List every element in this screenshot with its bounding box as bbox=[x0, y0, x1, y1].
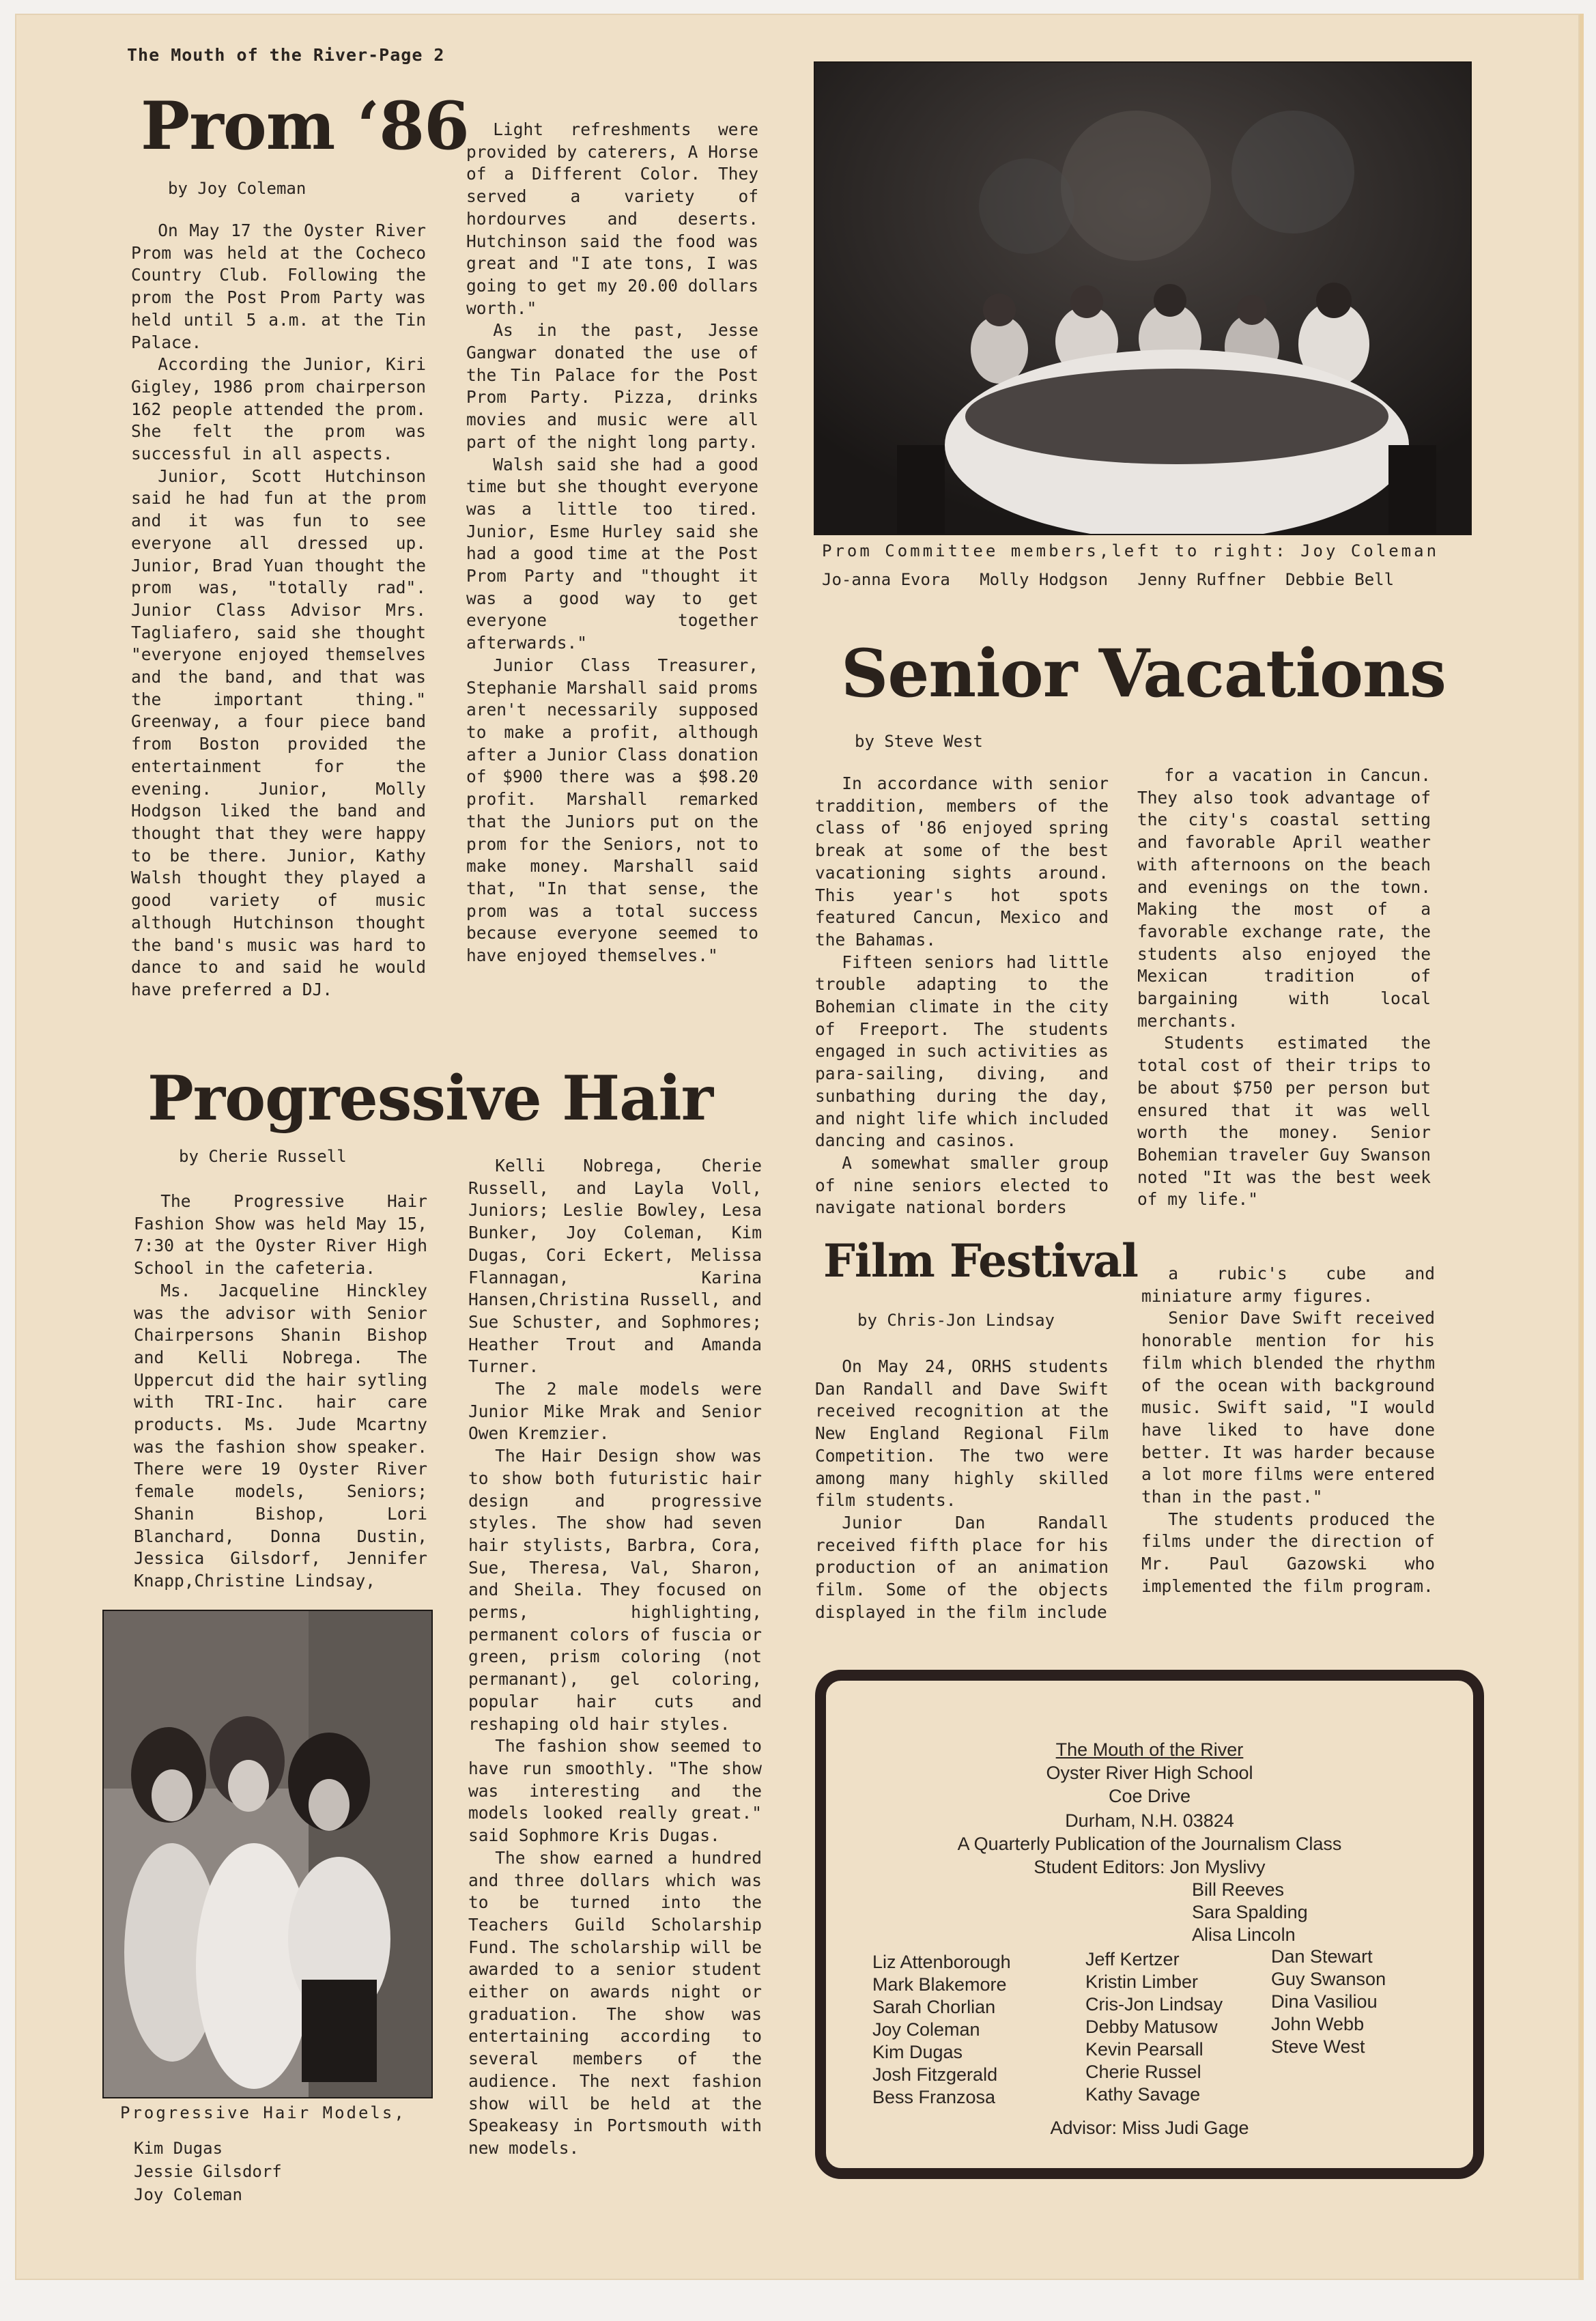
paragraph: Light refreshments were provided by caterers, A Horse of a Different Color. They served a variety of hordourves and deserts. Hutchinson said the food was great and "I ate tons, I was going to get my 20.00 dollars worth." bbox=[466, 119, 758, 318]
masthead-school: Oyster River High School bbox=[1046, 1763, 1253, 1783]
masthead-description: A Quarterly Publication of the Journalism Class bbox=[957, 1834, 1342, 1854]
prom-column-2 bbox=[466, 119, 758, 967]
name-line: Bess Franzosa bbox=[872, 2087, 996, 2107]
name-line: Sara Spalding bbox=[1192, 1902, 1308, 1922]
name-line: Cherie Russel bbox=[1085, 2062, 1201, 2082]
paragraph: Walsh said she had a good time but she thought everyone was a little too tired. Junior, Esme Hurley said she had a good time at the Post Prom Party and "thought it was a good way to get everyone together afterwards." bbox=[466, 454, 758, 653]
paragraph: Senior Dave Swift received honorable mention for his film which blended the rhythm of the ocean with background music. Swift said, "I would have liked to have done better. It was harder because a lot more films were entered than in the past." bbox=[1141, 1308, 1435, 1507]
prom-byline: by Joy Coleman bbox=[168, 179, 307, 198]
prom-headline: Prom ‘86 bbox=[141, 87, 469, 165]
page-header: The Mouth of the River-Page 2 bbox=[127, 45, 445, 65]
paragraph: Kelli Nobrega, Cherie Russell, and Layla Voll, Juniors; Leslie Bowley, Lesa Bunker, Joy Coleman, Kim Dugas, Cori Eckert, Melissa Flannagan, Karina Hansen,Christina Russell, and Sue Schuster, and Sophmores; Heather Trout and Amanda Turner. bbox=[468, 1156, 762, 1377]
paragraph: The students produced the films under the direction of Mr. Paul Gazowski who implemented the film program. bbox=[1141, 1509, 1435, 1596]
name-line: John Webb bbox=[1271, 2014, 1365, 2034]
masthead-street: Coe Drive bbox=[1108, 1786, 1191, 1806]
name-line: Kevin Pearsall bbox=[1085, 2039, 1203, 2060]
name-line: Guy Swanson bbox=[1271, 1969, 1386, 1989]
paragraph: According the Junior, Kiri Gigley, 1986 prom chairperson 162 people attended the prom. She felt the prom was successful in all aspects. bbox=[131, 354, 426, 464]
prom-committee-photo bbox=[814, 61, 1472, 535]
name-line: Cris-Jon Lindsay bbox=[1085, 1994, 1223, 2014]
name-line: Steve West bbox=[1271, 2036, 1365, 2057]
name-line: Dina Vasiliou bbox=[1271, 1991, 1378, 2012]
film-festival-column-1 bbox=[815, 1356, 1109, 1623]
masthead-city: Durham, N.H. 03824 bbox=[1065, 1810, 1234, 1831]
progressive-hair-column-2 bbox=[468, 1155, 762, 2160]
name-line: Mark Blakemore bbox=[872, 1974, 1007, 1995]
name-line: Joy Coleman bbox=[134, 2185, 242, 2204]
progressive-hair-models-photo bbox=[102, 1610, 433, 2098]
senior-vacations-headline: Senior Vacations bbox=[841, 635, 1446, 712]
prom-photo-caption-line2: Jo-anna Evora Molly Hodgson Jenny Ruffner Debbie Bell bbox=[822, 570, 1395, 589]
paragraph: In accordance with senior traddition, members of the class of '86 enjoyed spring break at some of the best vacationing sights around. This year's hot spots featured Cancun, Mexico and the Bahamas. bbox=[815, 773, 1109, 950]
progressive-hair-column-1 bbox=[134, 1191, 427, 1593]
hair-photo-caption-names bbox=[134, 2137, 282, 2206]
film-festival-column-2 bbox=[1141, 1263, 1435, 1598]
masthead-staff-col3 bbox=[1271, 1946, 1386, 2058]
paragraph: The 2 male models were Junior Mike Mrak and Senior Owen Kremzier. bbox=[468, 1379, 762, 1444]
name-line: Sarah Chorlian bbox=[872, 1997, 996, 2017]
prom-photo-image bbox=[815, 63, 1470, 534]
paragraph: Students estimated the total cost of their trips to be about $750 per person but ensured that it was well worth the money. Senior Bohemian traveler Guy Swanson noted "It was the best week of my life." bbox=[1137, 1033, 1431, 1210]
senior-vacations-column-2 bbox=[1137, 765, 1431, 1211]
paragraph: The fashion show seemed to have run smoothly. "The show was interesting and the models looked really great." said Sophmore Kris Dugas. bbox=[468, 1736, 762, 1846]
name-line: Jeff Kertzer bbox=[1085, 1949, 1180, 1969]
paragraph: Junior, Scott Hutchinson said he had fun at the prom and it was fun to see everyone all dressed up. Junior, Brad Yuan thought the prom was, "totally rad". Junior Class Advisor Mrs. Tagliafero, said she thought "everyone enjoyed themselves and the band, and that was the important thing." Greenway, a four piece band from Boston provided the entertainment for the evening. Junior, Molly Hodgson liked the band and thought that they were happy to be there. Junior, Kathy Walsh thought they played a good variety of music although Hutchinson thought the band's music was hard to dance to and said he would have preferred a DJ. bbox=[131, 466, 426, 999]
name-line: Kim Dugas bbox=[134, 2139, 223, 2158]
paragraph: Junior Dan Randall received fifth place for his production of an animation film. Some of the objects displayed in the film include bbox=[815, 1512, 1109, 1622]
paragraph: On May 24, ORHS students Dan Randall and Dave Swift received recognition at the New England Regional Film Competition. The two were among many highly skilled film students. bbox=[815, 1356, 1109, 1511]
paragraph: for a vacation in Cancun. They also took advantage of the city's coastal setting and favorable April weather with afternoons on the beach and evenings on the town. Making the most of a favorable exchange rate, the students also enjoyed the Mexican tradition of bargaining with local merchants. bbox=[1137, 765, 1431, 1031]
name-line: Bill Reeves bbox=[1192, 1879, 1285, 1900]
masthead-editors-more bbox=[1192, 1879, 1308, 1946]
prom-photo-caption-line1: Prom Committee members,left to right: Joy Coleman bbox=[822, 541, 1440, 560]
name-line: Debby Matusow bbox=[1085, 2017, 1218, 2037]
prom-column-1 bbox=[131, 220, 426, 1001]
paragraph: The Progressive Hair Fashion Show was held May 15, 7:30 at the Oyster River High School in the cafeteria. bbox=[134, 1191, 427, 1279]
masthead-title: The Mouth of the River bbox=[1055, 1739, 1244, 1760]
name-line: Liz Attenborough bbox=[872, 1952, 1011, 1972]
masthead-staff-col1 bbox=[872, 1951, 1011, 2109]
hair-photo-image bbox=[104, 1611, 431, 2097]
paragraph: As in the past, Jesse Gangwar donated the use of the Tin Palace for the Post Prom Party. Pizza, drinks movies and music were all part of the night long party. bbox=[466, 320, 758, 452]
film-festival-headline: Film Festival bbox=[823, 1234, 1138, 1287]
name-line: Jessie Gilsdorf bbox=[134, 2162, 282, 2181]
masthead-box bbox=[815, 1670, 1484, 2179]
paragraph: Ms. Jacqueline Hinckley was the advisor with Senior Chairpersons Shanin Bishop and Kelli Nobrega. The Uppercut did the hair sytling with TRI-Inc. hair care products. Ms. Jude Mcartny was the fashion show speaker. There were 19 Oyster River female models, Seniors; Shanin Bishop, Lori Blanchard, Donna Dustin, Jessica Gilsdorf, Jennifer Knapp,Christine Lindsay, bbox=[134, 1280, 427, 1591]
paragraph: The show earned a hundred and three dollars which was to be turned into the Teachers Guild Scholarship Fund. The scholarship will be awarded to a senior student either on awards night or graduation. The show was entertaining according to several members of the audience. The next fashion show will be held at the Speakeasy in Portsmouth with new models. bbox=[468, 1847, 762, 2158]
name-line: Kristin Limber bbox=[1085, 1971, 1199, 1992]
progressive-hair-byline: by Cherie Russell bbox=[179, 1147, 347, 1166]
senior-vacations-byline: by Steve West bbox=[855, 732, 983, 751]
masthead-staff-col2 bbox=[1085, 1948, 1223, 2106]
film-festival-byline: by Chris-Jon Lindsay bbox=[857, 1311, 1055, 1330]
name-line: Dan Stewart bbox=[1271, 1946, 1373, 1967]
paragraph: The Hair Design show was to show both futuristic hair design and progressive styles. The show had seven hair stylists, Barbra, Cora, Sue, Theresa, Val, Sharon, and Sheila. They focused on perms, highlighting, permanent colors of fuscia or green, prism coloring (not permanant), gel coloring, popular hair cuts and reshaping old hair styles. bbox=[468, 1446, 762, 1734]
paragraph: Junior Class Treasurer, Stephanie Marshall said proms aren't necessarily supposed to make a profit, although after a Junior Class donation of $900 there was a $98.20 profit. Marshall remarked that the Juniors put on the prom for the Seniors, not to make money. Marshall said that, "In that sense, the prom was a total success because everyone seemed to have enjoyed themselves." bbox=[466, 655, 758, 966]
name-line: Josh Fitzgerald bbox=[872, 2064, 998, 2085]
masthead-advisor: Advisor: Miss Judi Gage bbox=[1050, 2118, 1249, 2138]
paragraph: A somewhat smaller group of nine seniors elected to navigate national borders bbox=[815, 1152, 1109, 1218]
name-line: Kathy Savage bbox=[1085, 2084, 1201, 2105]
paragraph: a rubic's cube and miniature army figures. bbox=[1141, 1264, 1435, 1306]
name-line: Joy Coleman bbox=[872, 2019, 980, 2040]
hair-photo-caption-title: Progressive Hair Models, bbox=[120, 2103, 406, 2122]
paragraph: On May 17 the Oyster River Prom was held at the Cocheco Country Club. Following the prom the Post Prom Party was held until 5 a.m. at the Tin Palace. bbox=[131, 220, 426, 352]
senior-vacations-column-1 bbox=[815, 773, 1109, 1219]
masthead-editors: Student Editors: Jon Myslivy bbox=[1034, 1857, 1266, 1877]
name-line: Alisa Lincoln bbox=[1192, 1924, 1296, 1945]
name-line: Kim Dugas bbox=[872, 2042, 963, 2062]
paragraph: Fifteen seniors had little trouble adapting to the Bohemian climate in the city of Freeport. The students engaged in such activities as para-sailing, diving, and sunbathing during the day, and night life which included dancing and casinos. bbox=[815, 952, 1109, 1151]
progressive-hair-headline: Progressive Hair bbox=[147, 1062, 713, 1135]
